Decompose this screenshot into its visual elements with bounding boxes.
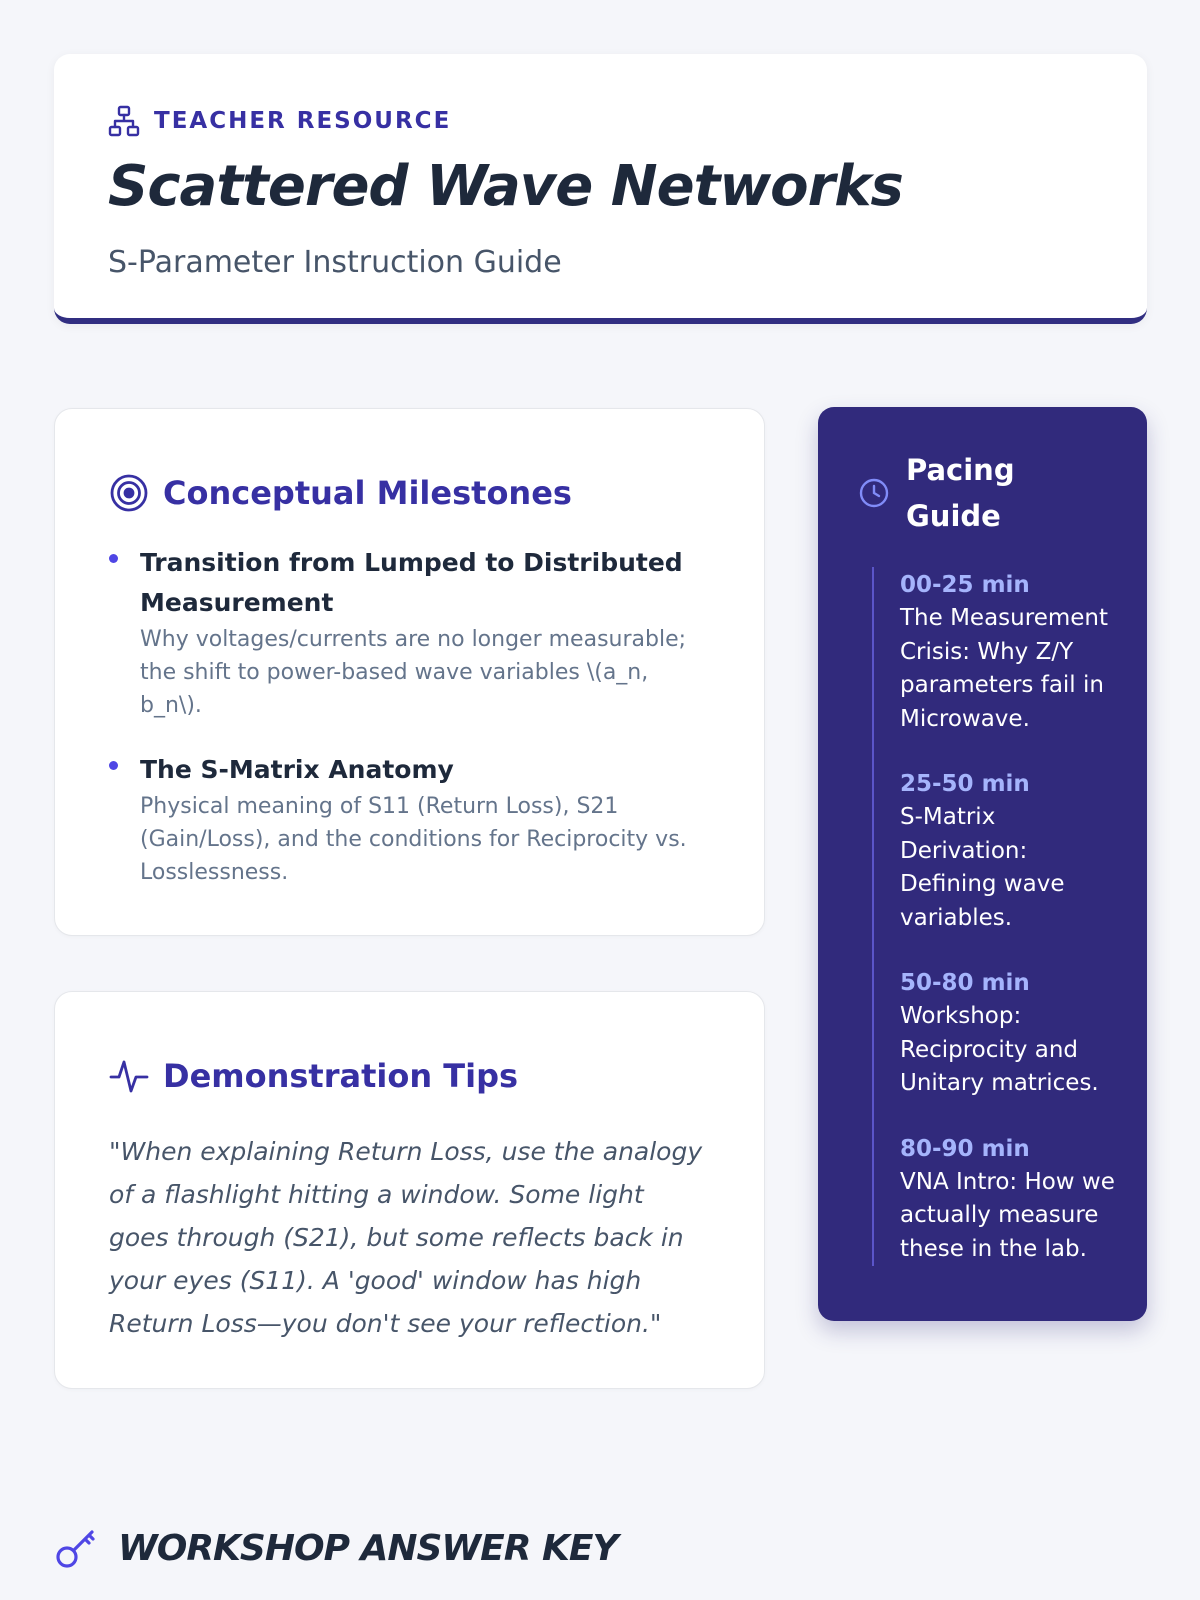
resource-eyebrow [108,104,1093,138]
eyebrow-label: TEACHER RESOURCE [154,108,452,134]
demonstration-card [54,991,765,1389]
demo-heading-text: Demonstration Tips [163,1057,519,1095]
pacing-item [900,967,1121,1101]
pacing-description: Workshop: Reciprocity and Unitary matrices. [900,1003,1099,1096]
pacing-time: 50-80 min [900,970,1030,996]
milestone-title: The S-Matrix Anatomy [140,755,454,784]
header-card [54,54,1147,324]
pacing-item [900,1133,1121,1267]
pacing-description: S-Matrix Derivation: Defining wave variables. [900,804,1065,931]
key-icon [54,1526,98,1570]
milestone-description: Why voltages/currents are no longer measurable; the shift to power-based wave variables \(a_n, b_n\). [140,627,687,718]
milestones-card [54,408,765,936]
footer [54,1526,618,1570]
page-title: Scattered Wave Networks [108,154,903,219]
pacing-guide-card [818,407,1147,1321]
answer-key-label: WORKSHOP ANSWER KEY [118,1527,618,1569]
pacing-item [900,768,1121,935]
pacing-time: 80-90 min [900,1135,1030,1162]
pacing-timeline [872,567,1121,1266]
page-subtitle: S-Parameter Instruction Guide [108,244,562,280]
milestone-list [109,543,710,889]
bullet-dot [109,761,118,770]
list-item [109,750,710,889]
pacing-title: Pacing Guide [906,453,1015,533]
milestones-heading [109,465,710,521]
target-icon [109,473,149,513]
demo-quote: "When explaining Return Loss, use the analogy of a flashlight hitting a window. Some light goes through (S21), but some reflects back in your eyes (S11). A 'good' window has high Return Loss—you don't see your reflection." [109,1137,703,1338]
milestones-heading-text: Conceptual Milestones [163,474,572,512]
milestone-title: Transition from Lumped to Distributed Measurement [140,548,683,617]
pacing-time: 25-50 min [900,771,1030,797]
milestone-description: Physical meaning of S11 (Return Loss), S21 (Gain/Loss), and the conditions for Reciprocity vs. Losslessness. [140,794,687,885]
pacing-item [900,569,1121,736]
sitemap-icon [108,105,140,137]
list-item [109,543,710,722]
clock-icon [858,477,890,509]
pacing-heading [858,447,1121,539]
pacing-description: VNA Intro: How we actually measure these in the lab. [900,1168,1115,1262]
pulse-icon [109,1056,149,1096]
pacing-description: The Measurement Crisis: Why Z/Y parameters fail in Microwave. [900,605,1108,732]
pacing-time: 00-25 min [900,572,1030,598]
bullet-dot [109,554,118,563]
demo-heading [109,1048,710,1104]
